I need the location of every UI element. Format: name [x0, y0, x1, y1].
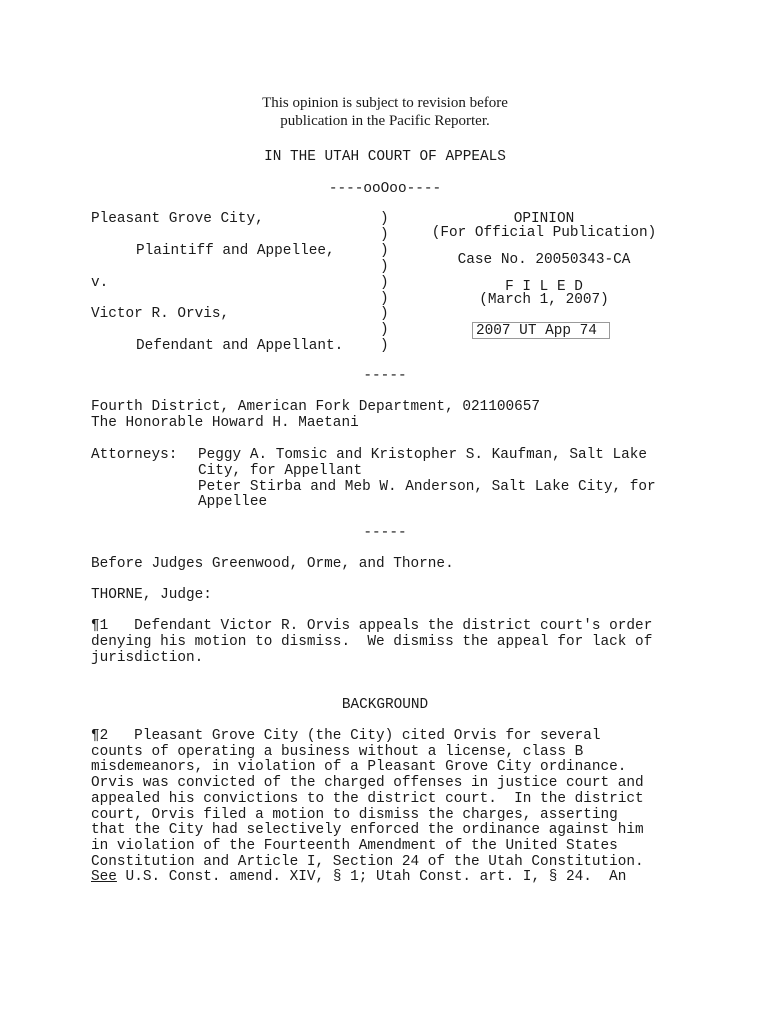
case-number: Case No. 20050343-CA	[457, 252, 631, 268]
attorneys-label: Attorneys:	[91, 447, 178, 463]
attorneys-line-2: City, for Appellant	[198, 463, 363, 479]
caption-paren: )	[380, 275, 389, 291]
section-divider: -----	[363, 368, 407, 384]
opinion-author: THORNE, Judge:	[91, 587, 212, 603]
citation-box	[472, 322, 610, 339]
citation-text-run: U.S. Const. amend. XIV, § 1; Utah Const. art. I, § 24. An	[116, 869, 627, 886]
caption-paren: )	[380, 243, 389, 259]
defendant-name: Victor R. Orvis,	[91, 306, 230, 322]
see-signal: See	[91, 869, 117, 886]
section-divider: -----	[363, 525, 407, 541]
paragraph-2-line: Orvis was convicted of the charged offenses in justice court and	[91, 775, 644, 792]
paragraph-2-line: misdemeanors, in violation of a Pleasant Grove City ordinance.	[91, 759, 627, 776]
caption-paren: )	[380, 322, 389, 338]
defendant-role: Defendant and Appellant.	[136, 338, 344, 354]
attorneys-line-3: Peter Stirba and Meb W. Anderson, Salt Lake City, for	[198, 479, 656, 495]
paragraph-2-line: appealed his convictions to the district court. In the district	[91, 790, 644, 807]
caption-paren: )	[380, 259, 389, 275]
filed-label: F I L E D	[505, 279, 583, 295]
attorneys-line-1: Peggy A. Tomsic and Kristopher S. Kaufman, Salt Lake	[198, 447, 648, 463]
panel-judges: Before Judges Greenwood, Orme, and Thorne.	[91, 556, 454, 572]
lower-court-line-2: The Honorable Howard H. Maetani	[91, 415, 359, 431]
paragraph-2-line	[91, 870, 691, 886]
versus: v.	[91, 275, 109, 291]
paragraph-1-line: denying his motion to dismiss. We dismiss the appeal for lack of	[91, 634, 653, 650]
caption-paren: )	[380, 338, 389, 354]
caption-paren: )	[380, 291, 389, 307]
paragraph-2-line: ¶2 Pleasant Grove City (the City) cited Orvis for several	[91, 728, 601, 744]
paragraph-2-line: that the City had selectively enforced the ordinance against him	[91, 822, 644, 839]
revision-notice-line-1: This opinion is subject to revision before	[262, 95, 508, 111]
filed-date: (March 1, 2007)	[479, 292, 609, 308]
court-name: IN THE UTAH COURT OF APPEALS	[264, 149, 506, 165]
attorneys-line-4: Appellee	[198, 494, 268, 510]
paragraph-1-line: jurisdiction.	[91, 650, 204, 666]
paragraph-2-line: Constitution and Article I, Section 24 of the Utah Constitution.	[91, 853, 644, 870]
plaintiff-role: Plaintiff and Appellee,	[136, 243, 335, 259]
ornament-divider: ----ooOoo----	[328, 181, 442, 197]
publication-type: (For Official Publication)	[431, 225, 657, 241]
caption-paren: )	[380, 211, 389, 227]
revision-notice-line-2: publication in the Pacific Reporter.	[280, 113, 490, 129]
background-heading: BACKGROUND	[341, 697, 429, 713]
plaintiff-name: Pleasant Grove City,	[91, 211, 264, 227]
paragraph-2-line: in violation of the Fourteenth Amendment of the United States	[91, 837, 618, 854]
caption-paren: )	[380, 227, 389, 243]
paragraph-1-line: ¶1 Defendant Victor R. Orvis appeals the district court's order	[91, 618, 653, 634]
lower-court-line-1: Fourth District, American Fork Department, 021100657	[91, 399, 541, 415]
caption-paren: )	[380, 306, 389, 322]
paragraph-2-line: court, Orvis filed a motion to dismiss the charges, asserting	[91, 806, 618, 823]
citation-text: 2007 UT App 74	[476, 323, 597, 339]
opinion-label: OPINION	[513, 211, 575, 227]
paragraph-2-line: counts of operating a business without a license, class B	[91, 743, 584, 760]
